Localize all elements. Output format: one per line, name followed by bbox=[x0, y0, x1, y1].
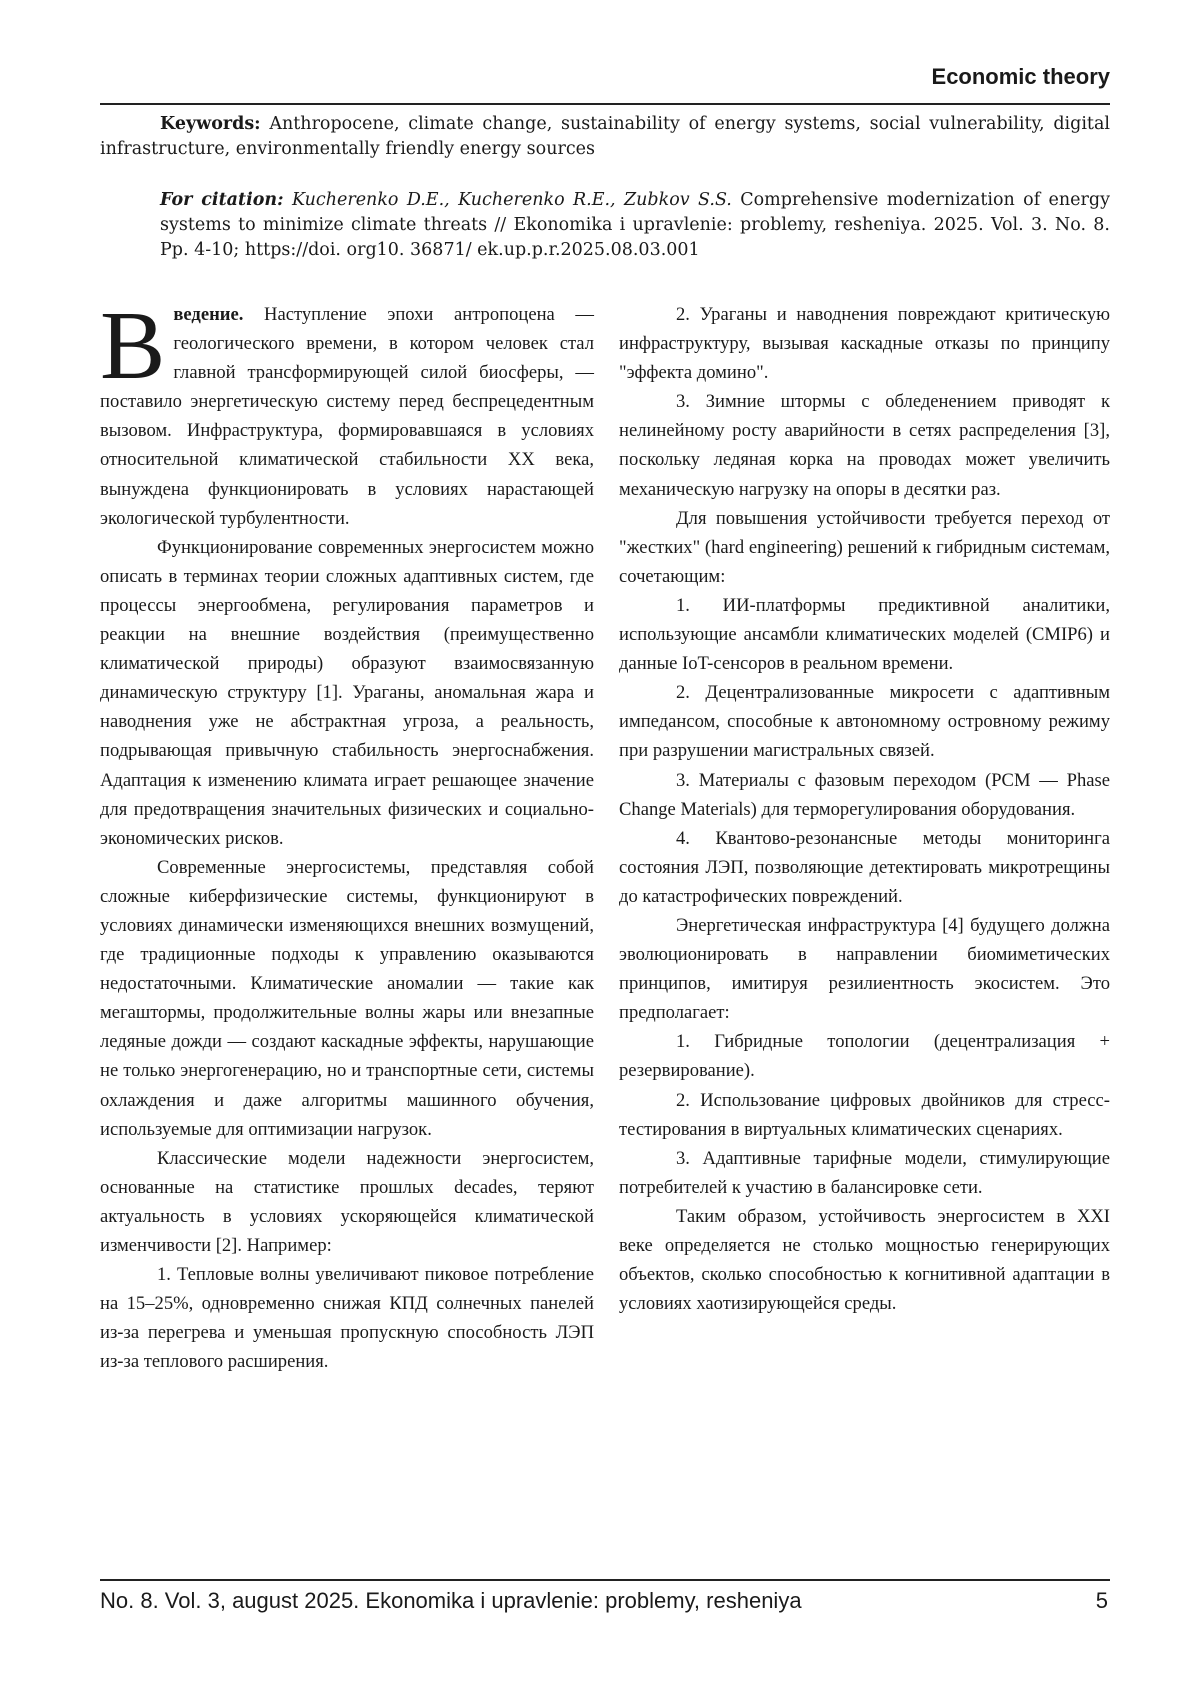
paragraph: Энергетическая инфраструктура [4] будущего должна эволюционировать в направлении биомиметических принципов, имитируя резилиентность экосистем. Это предполагает: bbox=[619, 914, 1110, 1024]
list-item: 1. ИИ-платформы предиктивной аналитики, использующие ансамбли климатических моделей (CMIP6) и данные IoT-сенсоров в реальном времени. bbox=[619, 594, 1110, 675]
keywords-text: Anthropocene, climate change, sustainability of energy systems, social vulnerability, digital infrastructure, environmentally friendly energy sources bbox=[100, 114, 1110, 159]
citation-text: Comprehensive modernization of energy systems to minimize climate threats // Ekonomika i upravlenie: problemy, resheniya. 2025. Vol. 3. No. 8. Pp. 4-10; https://doi. org10. 36871/ ek.up.p.r.2025.08.03.001 bbox=[160, 190, 1110, 260]
drop-cap: В bbox=[100, 292, 166, 400]
intro-heading: ведение. bbox=[173, 304, 244, 325]
citation-authors: Kucherenko D.E., Kucherenko R.E., Zubkov S.S. bbox=[283, 190, 732, 210]
list-item: 1. Гибридные топологии (децентрализация + резервирование). bbox=[619, 1031, 1110, 1082]
keywords-label: Keywords: bbox=[160, 114, 261, 134]
list-item: 3. Адаптивные тарифные модели, стимулирующие потребителей к участию в балансировке сети. bbox=[619, 1147, 1110, 1198]
citation-label: For citation: bbox=[160, 190, 284, 210]
paragraph: Для повышения устойчивости требуется переход от "жестких" (hard engineering) решений к гибридным системам, сочетающим: bbox=[619, 507, 1110, 587]
list-item: 1. Тепловые волны увеличивают пиковое потребление на 15–25%, одновременно снижая КПД солнечных панелей из-за перегрева и уменьшая пропускную способность ЛЭП из-за теплового расширения. bbox=[100, 1264, 594, 1373]
header-rule bbox=[100, 103, 1110, 105]
list-item: 4. Квантово-резонансные методы мониторинга состояния ЛЭП, позволяющие детектировать микротрещины до катастрофических повреждений. bbox=[619, 827, 1110, 907]
footer-journal: No. 8. Vol. 3, august 2025. Ekonomika i upravlenie: problemy, resheniya bbox=[100, 1588, 802, 1613]
intro-paragraph bbox=[100, 292, 594, 533]
keywords-block bbox=[100, 112, 1110, 162]
paragraph: Функционирование современных энергосистем можно описать в терминах теории сложных адаптивных систем, где процессы энергообмена, регулирования параметров и реакции на внешние воздействия (преимущественно климатической природы) образуют взаимосвязанную динамическую структуру [1]. Ураганы, аномальная жара и наводнения уже не абстрактная угроза, а реальность, подрывающая привычную стабильность энергоснабжения. Адаптация к изменению климата играет решающее значение для предотвращения значительных физических и социально-экономических рисков. bbox=[100, 536, 594, 849]
citation-block bbox=[160, 188, 1110, 263]
list-item: 3. Зимние штормы с обледенением приводят к нелинейному росту аварийности в сетях распределения [3], поскольку ледяная корка на проводах может увеличить механическую нагрузку на опоры в десятки раз. bbox=[619, 391, 1110, 500]
list-item: 2. Ураганы и наводнения повреждают критическую инфраструктуру, вызывая каскадные отказы по принципу "эффекта домино". bbox=[619, 304, 1110, 384]
paragraph: Таким образом, устойчивость энергосистем в XXI веке определяется не столько мощностью генерирующих объектов, сколько способностью к когнитивной адаптации в условиях хаотизирующейся среды. bbox=[619, 1205, 1110, 1315]
right-column bbox=[619, 300, 1110, 1318]
page-number: 5 bbox=[1095, 1588, 1108, 1613]
running-head-section: Economic theory bbox=[931, 64, 1110, 89]
paragraph: Классические модели надежности энергосистем, основанные на статистике прошлых decades, теряют актуальность в условиях ускоряющейся климатической изменчивости [2]. Например: bbox=[100, 1147, 594, 1256]
list-item: 2. Использование цифровых двойников для стресс-тестирования в виртуальных климатических сценариях. bbox=[619, 1089, 1110, 1140]
list-item: 3. Материалы с фазовым переходом (PCM — Phase Change Materials) для терморегулирования оборудования. bbox=[619, 769, 1110, 820]
footer-rule bbox=[100, 1579, 1110, 1581]
paragraph: Современные энергосистемы, представляя собой сложные киберфизические системы, функционируют в условиях динамически изменяющихся внешних возмущений, где традиционные подходы к управлению оказываются недостаточными. Климатические аномалии — такие как мегаштормы, продолжительные волны жары или внезапные ледяные дожди — создают каскадные эффекты, нарушающие не только энергогенерацию, но и транспортные сети, системы охлаждения и даже алгоритмы машинного обучения, используемые для оптимизации нагрузок. bbox=[100, 856, 594, 1140]
list-item: 2. Децентрализованные микросети с адаптивным импедансом, способные к автономному островному режиму при разрушении магистральных связей. bbox=[619, 682, 1110, 762]
left-column bbox=[100, 292, 594, 1376]
intro-text: Наступление эпохи антропоцена — геологического времени, в котором человек стал главной трансформирующей силой биосферы, — поставило энергетическую систему перед беспрецедентным вызовом. Инфраструктура, формировавшаяся в условиях относительной климатической стабильности XX века, вынуждена функционировать в условиях нарастающей экологической турбулентности. bbox=[100, 304, 594, 529]
